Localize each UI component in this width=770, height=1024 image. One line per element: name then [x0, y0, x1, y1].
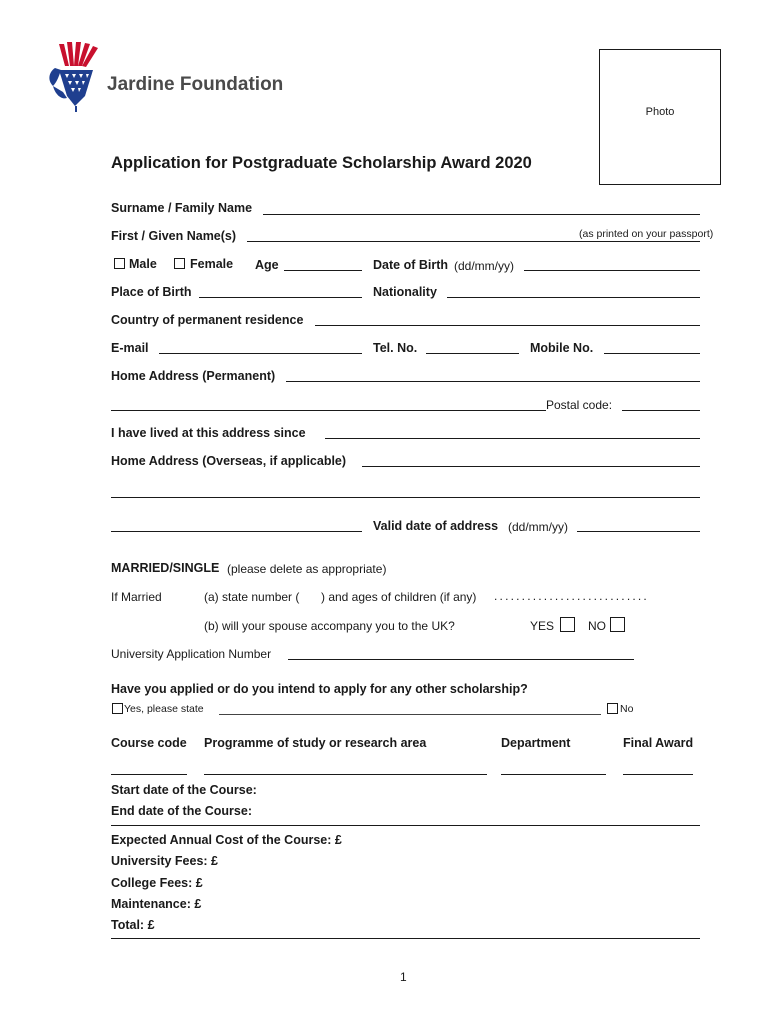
dob-label: Date of Birth	[373, 258, 448, 272]
first-name-field[interactable]	[247, 241, 700, 242]
female-label: Female	[190, 257, 234, 271]
tel-field[interactable]	[426, 353, 519, 354]
col-programme: Programme of study or research area	[204, 736, 427, 750]
valid-date-format: (dd/mm/yy)	[508, 520, 568, 534]
col-final-award: Final Award	[623, 736, 694, 750]
spouse-no-checkbox[interactable]	[610, 617, 625, 632]
end-date-label: End date of the Course:	[111, 804, 252, 818]
scholarship-no-checkbox[interactable]	[607, 703, 618, 714]
scholarship-yes-label: Yes, please state	[124, 703, 204, 715]
if-married-label: If Married	[111, 590, 162, 604]
mobile-label: Mobile No.	[530, 341, 594, 355]
final-award-field[interactable]	[623, 774, 693, 775]
home-address-label: Home Address (Permanent)	[111, 369, 276, 383]
app-number-label: University Application Number	[111, 647, 272, 661]
overseas-address-label: Home Address (Overseas, if applicable)	[111, 454, 347, 468]
start-date-label: Start date of the Course:	[111, 783, 257, 797]
overseas-address-field[interactable]	[362, 466, 700, 467]
email-label: E-mail	[111, 341, 149, 355]
photo-label: Photo	[645, 106, 675, 118]
tel-label: Tel. No.	[373, 341, 418, 355]
spouse-yes-label: YES	[530, 619, 555, 633]
children-question-b: ) and ages of children (if any)	[321, 590, 477, 604]
spouse-no-label: NO	[588, 619, 606, 633]
children-dots-field[interactable]: ............................	[494, 589, 649, 603]
marital-heading: MARRIED/SINGLE	[111, 561, 220, 575]
home-address-field-2[interactable]	[111, 410, 546, 411]
male-label: Male	[129, 257, 157, 271]
page-title: Application for Postgraduate Scholarship Award 2020	[111, 154, 532, 172]
spouse-question: (b) will your spouse accompany you to the UK?	[204, 619, 455, 633]
surname-label: Surname / Family Name	[111, 201, 253, 215]
lived-since-label: I have lived at this address since	[111, 426, 306, 440]
lived-since-field[interactable]	[325, 438, 700, 439]
department-field[interactable]	[501, 774, 606, 775]
expected-cost-label: Expected Annual Cost of the Course: £	[111, 833, 342, 847]
university-fees-label: University Fees: £	[111, 854, 218, 868]
photo-box	[599, 49, 721, 185]
valid-date-field[interactable]	[577, 531, 700, 532]
postal-code-field[interactable]	[622, 410, 700, 411]
postal-code-label: Postal code:	[546, 398, 613, 412]
first-name-label: First / Given Name(s)	[111, 229, 237, 243]
college-fees-label: College Fees: £	[111, 876, 203, 890]
brand-name: Jardine Foundation	[107, 74, 284, 95]
page-number: 1	[400, 970, 407, 984]
female-checkbox[interactable]	[174, 258, 185, 269]
scholarship-question: Have you applied or do you intend to apply for any other scholarship?	[111, 682, 528, 696]
country-residence-label: Country of permanent residence	[111, 313, 304, 327]
children-question-a: (a) state number (	[204, 590, 300, 604]
costs-divider	[111, 938, 700, 939]
maintenance-label: Maintenance: £	[111, 897, 202, 911]
dob-field[interactable]	[524, 270, 700, 271]
scholarship-state-field[interactable]	[219, 714, 601, 715]
mobile-field[interactable]	[604, 353, 700, 354]
country-residence-field[interactable]	[315, 325, 700, 326]
spouse-yes-checkbox[interactable]	[560, 617, 575, 632]
male-checkbox[interactable]	[114, 258, 125, 269]
age-field[interactable]	[284, 270, 362, 271]
col-department: Department	[501, 736, 571, 750]
dob-format: (dd/mm/yy)	[454, 259, 514, 273]
marital-heading-note: (please delete as appropriate)	[227, 562, 387, 576]
age-label: Age	[255, 258, 279, 272]
total-label: Total: £	[111, 918, 155, 932]
programme-field[interactable]	[204, 774, 487, 775]
thistle-icon	[45, 40, 107, 112]
logo	[45, 40, 285, 112]
course-divider	[111, 825, 700, 826]
scholarship-yes-checkbox[interactable]	[112, 703, 123, 714]
email-field[interactable]	[159, 353, 362, 354]
place-of-birth-field[interactable]	[199, 297, 362, 298]
home-address-field[interactable]	[286, 381, 700, 382]
scholarship-no-label: No	[620, 703, 634, 715]
col-course-code: Course code	[111, 736, 187, 750]
passport-note: (as printed on your passport)	[579, 228, 714, 240]
valid-date-label: Valid date of address	[373, 519, 499, 533]
nationality-field[interactable]	[447, 297, 700, 298]
surname-field[interactable]	[263, 214, 700, 215]
overseas-address-field-2[interactable]	[111, 497, 700, 498]
place-of-birth-label: Place of Birth	[111, 285, 192, 299]
nationality-label: Nationality	[373, 285, 437, 299]
overseas-address-field-3[interactable]	[111, 531, 362, 532]
course-code-field[interactable]	[111, 774, 187, 775]
app-number-field[interactable]	[288, 659, 634, 660]
